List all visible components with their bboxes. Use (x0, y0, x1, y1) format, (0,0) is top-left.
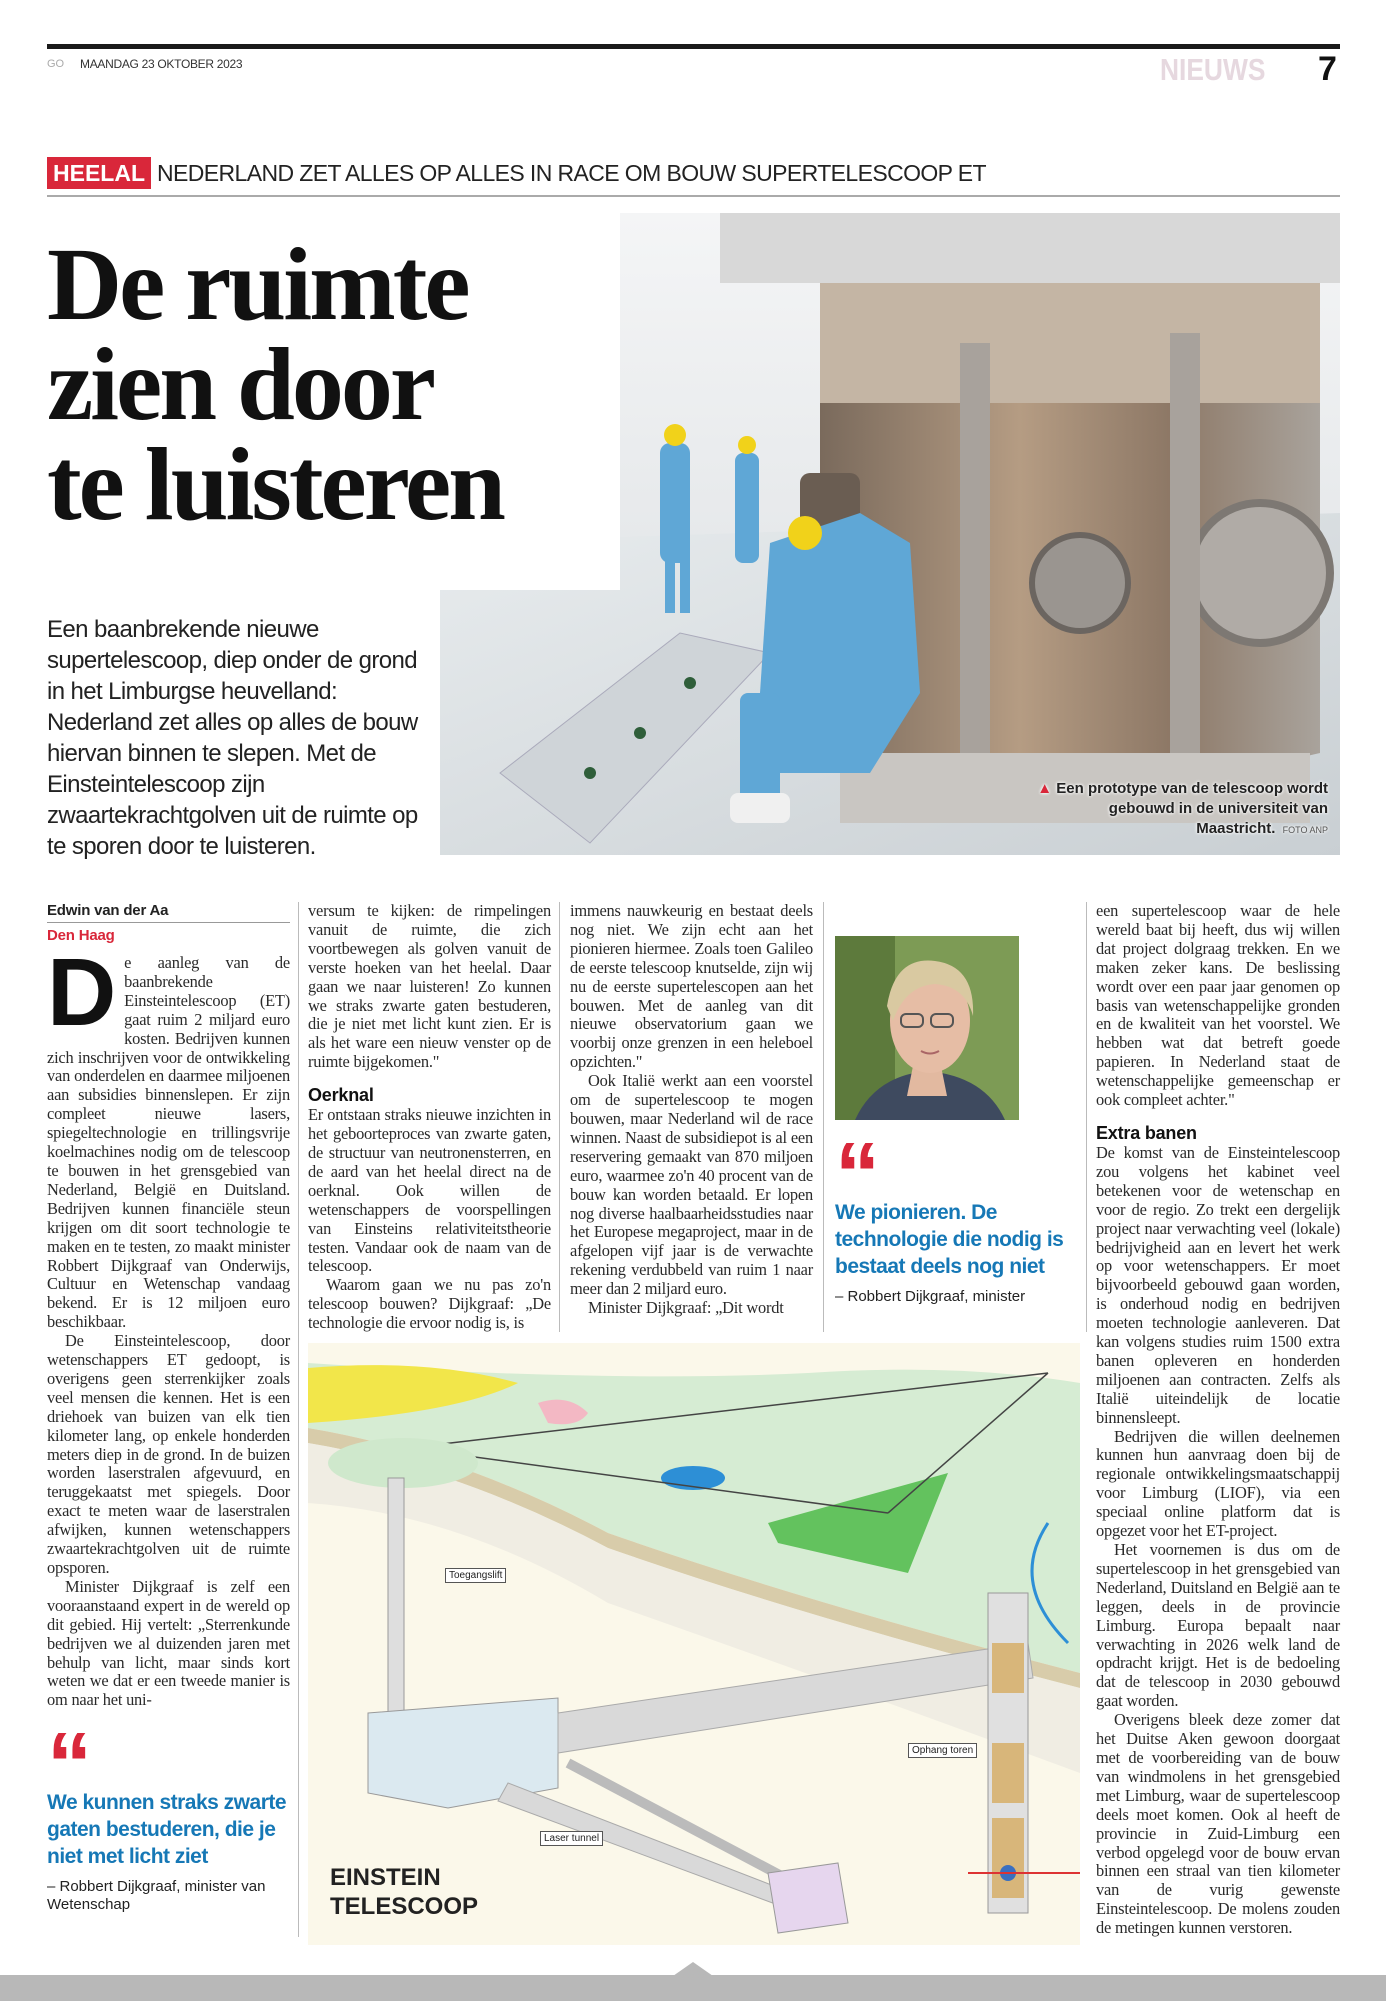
caption-text: Een prototype van de telescoop wordt gebouwd in de universiteit van Maastricht. (1056, 780, 1328, 837)
pull-quote (47, 1715, 287, 1914)
top-rule (47, 44, 1340, 49)
headline-line: te luisteren (47, 427, 503, 542)
kicker-text: NEDERLAND ZET ALLES OP ALLES IN RACE OM BOUW SUPERTELESCOOP ET (157, 159, 986, 186)
author-byline: Edwin van der Aa (47, 902, 290, 923)
column-rule (298, 902, 299, 1937)
page-bottom-bar (0, 1975, 1386, 2001)
article-column-5 (1096, 902, 1340, 1938)
paragraph: Het voornemen is dus om de supertelescoop in het grensgebied van Nederland, Duitsland en België aan te leggen, deels in de provincie Limburg. Europa bepaalt naar verwachting in 2026 welk land de opdracht krijgt. Het is de bedoeling dat de telescoop in 2030 gebouwd gaat worden. (1096, 1540, 1340, 1711)
kicker (47, 157, 986, 189)
paragraph: Overigens bleek deze zomer dat het Duitse Aken gewoon doorgaat met de voorbereiding van de bouw van windmolens in het grensgebied met Limburg, waar de supertelescoop deels moet komen. Ook al heeft de provincie in Zuid-Limburg een verbod opgelegd voor de bouw ervan binnen een straal van tien kilometer van de vurig gewenste Einsteintelescoop. De molens zouden de metingen kunnen verstoren. (1096, 1710, 1340, 1938)
article-column-3 (570, 902, 813, 1318)
page-number: 7 (1318, 50, 1337, 88)
drop-cap: D (47, 939, 117, 1046)
paragraph: versum te kijken: de rimpelingen vanuit de ruimte, die zich voortbewegen als golven vanuit de verste hoeken van het heelal. Daar gaan we naar luisteren! Zo kunnen we straks zwarte gaten bestuderen, die je niet met licht kunt zien. Er is als het ware een nieuw venster op de ruimte bijgekomen." (308, 901, 551, 1072)
paragraph: Ook Italië werkt aan een voorstel om de supertelescoop te mogen bouwen, maar Nederland wil de race winnen. Naast de subsidiepot is al een reservering gemaakt van 870 miljoen euro, waarmee zo'n 40 procent van de bouw kan worden betaald. Er lopen nog diverse haalbaarheidsstudies naar het Europese megaproject, maar in de afgelopen vijf jaar is de verwachte rekening verdubbeld van ruim 1 naar meer dan 2 miljard euro. (570, 1071, 813, 1299)
portrait-photo (835, 936, 1019, 1120)
paragraph: een supertelescoop waar de hele wereld baat bij heeft, dus wij willen dat project dolgraag trekken. En we maken zeker kans. De beslissing wordt over een paar jaar genomen op basis van wetenschappelijke gronden en de kwaliteit van het voorstel. We hebben wat dat betreft goede papieren. In Nederland staat de wetenschappelijke gemeenschap er ook compleet achter." (1096, 901, 1340, 1110)
illustration-title-line: EINSTEIN (330, 1864, 441, 1891)
paragraph: Minister Dijkgraaf: „Dit wordt (588, 1298, 784, 1318)
telescope-diagram (308, 1343, 1080, 1945)
dateline-location: Den Haag (47, 927, 115, 944)
quote-text: We pionieren. De technologie die nodig is bestaat deels nog niet (835, 1201, 1064, 1278)
label-laser-tunnel: Laser tunnel (540, 1831, 603, 1846)
column-rule (559, 902, 560, 1332)
paragraph: Er ontstaan straks nieuwe inzichten in het geboorteproces van zwarte gaten, de structuur van neutronensterren, en de aard van het heelal direct na de oerknal. Ook willen de wetenschappers de voorspellingen van Einsteins relativiteitstheorie testen. Vandaar ook de naam van de telescoop. (308, 1105, 551, 1276)
portrait-illustration (835, 936, 1019, 1120)
illustration-title-line: TELESCOOP (330, 1893, 479, 1920)
quote-text: We kunnen straks zwarte gaten bestuderen, die je niet met licht ziet (47, 1791, 287, 1868)
paragraph: e aanleg van de baanbrekende Einsteintelescoop (ET) gaat ruim 2 miljard euro kosten. Bedrijven kunnen zich inschrijven voor de ontwikkeling van onderdelen en daarmee miljoenen aan subsidies binnenslepen. Er zijn compleet nieuwe lasers, spiegeltechnologie en trillingsvrije koelmachines nodig om de telescoop te bouwen in het grensgebied van Nederland, België en Duitsland. Bedrijven kunnen financiële steun krijgen om dit soort technologie te maken en te testen, zo maakt minister Robbert Dijkgraaf van Onderwijs, Cultuur en Wetenschap vandaag bekend. Er is 12 miljoen euro beschikbaar. (47, 953, 290, 1332)
quote-attribution: – Robbert Dijkgraaf, minister (835, 1288, 1026, 1305)
paragraph: Minister Dijkgraaf is zelf een vooraanstaand expert in de wereld op dit gebied. Hij vertelt: „Sterrenkunde bedrijven we al duizenden jaren met behulp van licht, maar sinds kort weten we dat er een tweede manier is om naar het uni- (47, 1576, 290, 1710)
illustration-title (330, 1863, 478, 1921)
subheading: Extra banen (1096, 1122, 1197, 1143)
quote-mark-icon: “ (835, 1125, 872, 1225)
photo-credit: FOTO ANP (1282, 825, 1328, 835)
quote-mark-icon: “ (47, 1715, 84, 1815)
caption-triangle-icon: ▲ (1037, 780, 1053, 797)
edition-label: GO (47, 58, 65, 70)
headline-line: zien door (47, 327, 434, 442)
paragraph: De Einsteintelescoop, door wetenschappers ET gedoopt, is overigens geen sterrenkijker zoals veel mensen die kennen. Het is een driehoek van buizen van elk tien kilometer lang, op enkele honderden meters diep in de grond. In de buizen worden laserstralen afgevuurd, en teruggekaatst met spiegels. Door exact te meten waar de laserstralen afwijken, kunnen wetenschappers zwaartekrachtgolven uit de ruimte opsporen. (47, 1331, 290, 1577)
quote-attribution: – Robbert Dijkgraaf, minister van Wetenschap (47, 1878, 266, 1913)
section-name: NIEUWS (1160, 52, 1266, 87)
issue-date: MAANDAG 23 OKTOBER 2023 (80, 57, 243, 71)
column-rule (823, 902, 824, 1332)
kicker-rule (47, 195, 1340, 197)
article-lead: Een baanbrekende nieuwe supertelescoop, diep onder de grond in het Limburgse heuvelland: Nederland zet alles op alles de bouw hiervan binnen te slepen. Met de Einsteintelescoop zijn zwaartekrachtgolven uit de ruimte op te sporen door te luisteren. (47, 616, 418, 860)
paragraph: De komst van de Einsteintelescoop zou volgens het kabinet veel betekenen voor de wetenschap en voor de regio. Zo trekt een dergelijk project naar verwachting veel (lokale) bedrijvigheid aan en levert het werk op voor wetenschappers. Er moet bijvoorbeeld gebouwd gaan worden, is onderhoud nodig en bedrijven moeten technologie aanleveren. Dat kan volgens studies ruim 1500 extra banen opleveren en honderden miljoenen aan contracten. Zelfs als Italië uiteindelijk de locatie binnensleept. (1096, 1142, 1340, 1427)
paragraph: immens nauwkeurig en bestaat deels nog niet. We zijn echt aan het pionieren hiermee. Zoals toen Galileo de eerste telescoop knutselde, zijn wij nu de eerste supertelescopen aan het bouwen. Met de aanleg van dit nieuwe observatorium gaan we voorbij onze grenzen in een heleboel opzichten." (570, 901, 813, 1072)
topic-tag: HEELAL (47, 157, 151, 189)
headline (47, 227, 503, 542)
photo-caption (1028, 779, 1328, 839)
label-suspension-tower: Ophang toren (908, 1743, 977, 1758)
label-access-lift: Toegangslift (445, 1568, 506, 1583)
page-handle-icon[interactable] (673, 1962, 713, 1976)
pull-quote (835, 1125, 1080, 1306)
paragraph: Bedrijven die willen deelnemen kunnen hun aanvraag doen bij de regionale ontwikkelingsmaatschappij voor Limburg (LIOF), via een speciaal online platform dat is opgezet voor het ET-project. (1096, 1426, 1340, 1541)
paragraph: Waarom gaan we nu pas zo'n telescoop bouwen? Dijkgraaf: „De technologie die ervoor nodig is, is (308, 1275, 551, 1333)
headline-line: De ruimte (47, 227, 468, 342)
article-column-1 (47, 902, 290, 1710)
subheading: Oerknal (308, 1085, 374, 1106)
einstein-telescope-illustration (308, 1343, 1080, 1945)
article-column-2 (308, 902, 551, 1333)
column-rule (1086, 902, 1087, 1332)
